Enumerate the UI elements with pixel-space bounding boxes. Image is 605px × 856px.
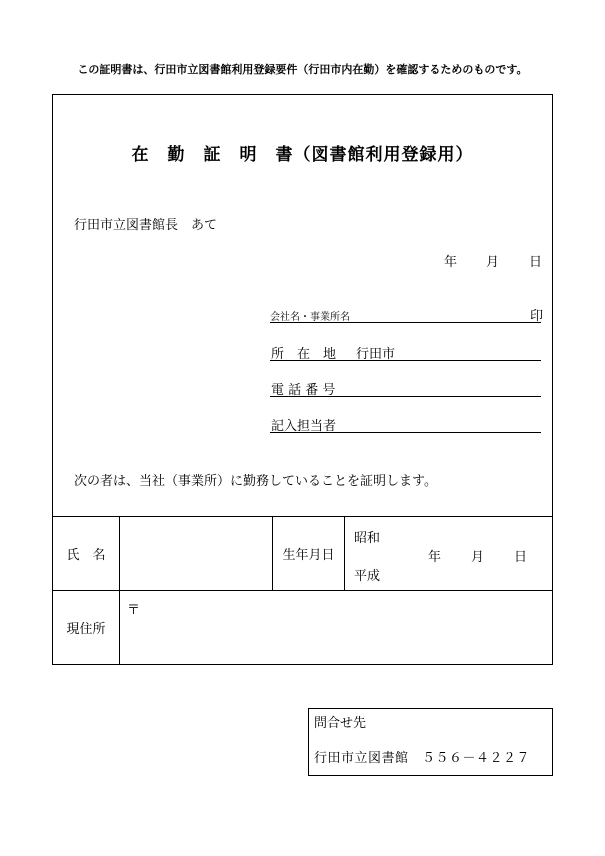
- certify-text: 次の者は、当社（事業所）に勤務していることを証明します。: [74, 474, 437, 489]
- address-label: 現住所: [66, 622, 106, 637]
- address-input-cell[interactable]: [120, 591, 553, 665]
- birth-label-cell: [273, 517, 345, 591]
- contact-value: 行田市立図書館 ５５６－４２２７: [314, 751, 531, 766]
- era-showa: 昭和: [354, 531, 381, 546]
- document-title: 在 勤 証 明 書（図書館利用登録用）: [131, 145, 474, 165]
- date-month: 月: [486, 255, 500, 270]
- birth-day-label: 日: [514, 550, 528, 565]
- date-year: 年: [444, 255, 458, 270]
- birth-year-label: 年: [428, 550, 442, 565]
- phone-field[interactable]: [270, 378, 541, 397]
- company-label: 会社名・事業所名: [270, 312, 350, 323]
- person-label: 記入担当者: [271, 419, 337, 434]
- name-label-cell: [53, 517, 120, 591]
- notice-text: この証明書は、行田市立図書館利用登録要件（行田市内在勤）を確認するためのものです。: [77, 63, 528, 76]
- person-field[interactable]: [270, 414, 541, 433]
- name-label: 氏 名: [66, 548, 106, 563]
- postal-mark: 〒: [127, 603, 141, 618]
- location-value: 行田市: [356, 347, 396, 362]
- birth-month-label: 月: [471, 550, 485, 565]
- employee-info-table: [52, 516, 553, 665]
- name-input-cell[interactable]: [120, 517, 273, 591]
- address-label-cell: [53, 591, 120, 665]
- phone-label: 電 話 番 号: [271, 383, 336, 398]
- date-day: 日: [529, 255, 543, 270]
- contact-label: 問合せ先: [314, 716, 367, 731]
- birth-input-cell[interactable]: [345, 517, 553, 591]
- seal-mark: 印: [529, 309, 543, 324]
- company-field[interactable]: [270, 306, 541, 323]
- location-label: 所 在 地: [271, 347, 337, 362]
- birth-label: 生年月日: [282, 548, 335, 563]
- location-field[interactable]: [270, 342, 541, 361]
- addressee: 行田市立図書館長 あて: [74, 218, 218, 233]
- era-heisei: 平成: [354, 569, 381, 584]
